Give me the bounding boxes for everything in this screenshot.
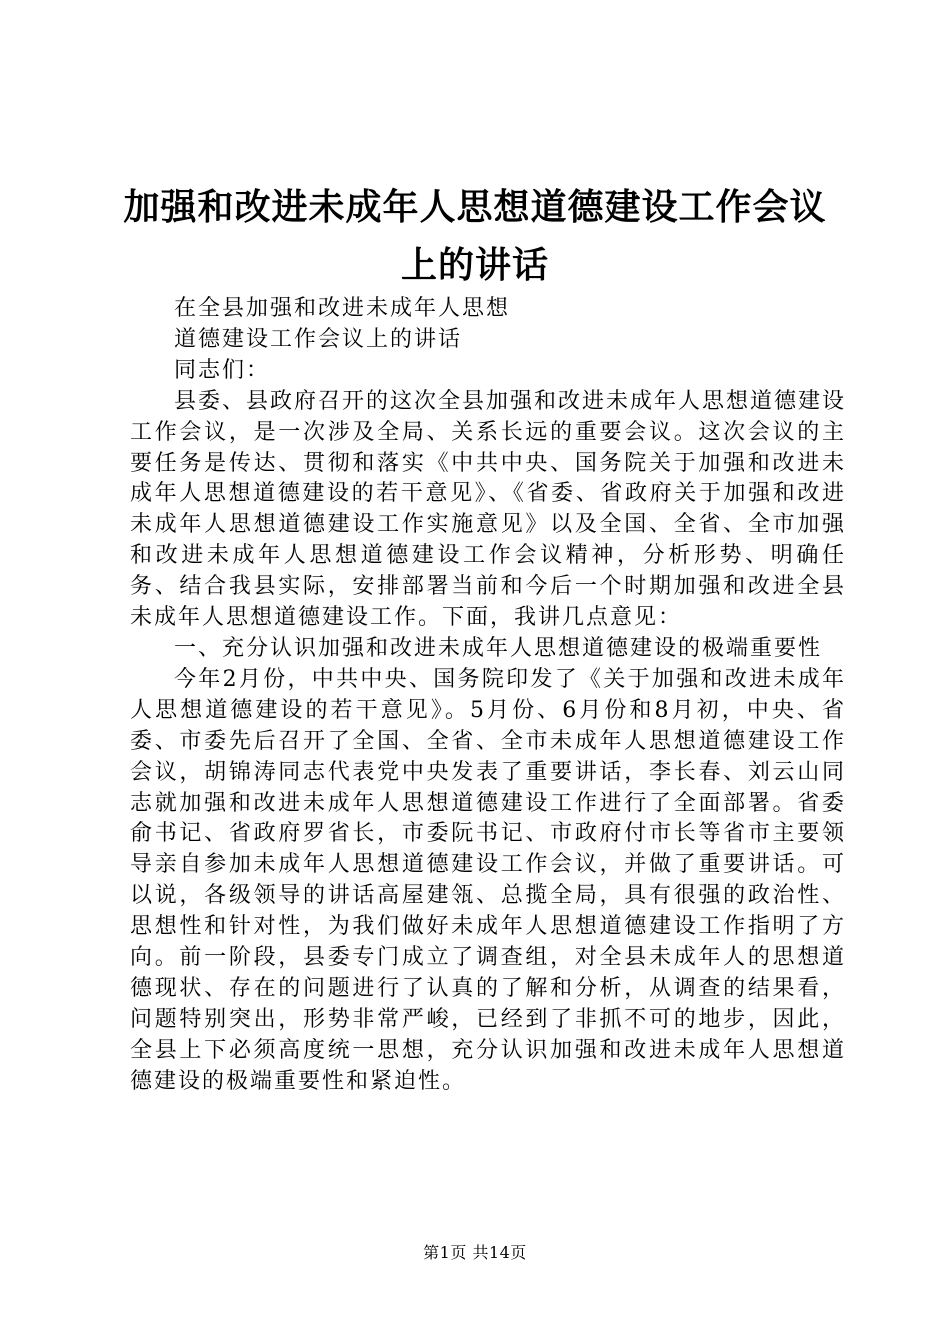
- section-1-paragraph: 今年2月份，中共中央、国务院印发了《关于加强和改进未成年人思想道德建设的若干意见》。5月份、6月份和8月初，中央、省委、市委先后召开了全国、全省、全市未成年人思想道德建设工作会议，胡锦涛同志代表党中央发表了重要讲话，李长春、刘云山同志就加强和改进未成年人思想道德建设工作进行了全面部署。省委俞书记、省政府罗省长，市委阮书记、市政府付市长等省市主要领导亲自参加未成年人思想道德建设工作会议，并做了重要讲话。可以说，各级领导的讲话高屋建瓴、总揽全局，具有很强的政治性、思想性和针对性，为我们做好未成年人思想道德建设工作指明了方向。前一阶段，县委专门成立了调查组，对全县未成年人的思想道德现状、存在的问题进行了认真的了解和分析，从调查的结果看，问题特别突出，形势非常严峻，已经到了非抓不可的地步，因此，全县上下必须高度统一思想，充分认识加强和改进未成年人思想道德建设的极端重要性和紧迫性。: [130, 666, 846, 1094]
- document-title: 加强和改进未成年人思想道德建设工作会议上的讲话: [123, 186, 827, 286]
- document-body: [130, 294, 846, 1098]
- intro-paragraph: 县委、县政府召开的这次全县加强和改进未成年人思想道德建设工作会议，是一次涉及全局、关系长远的重要会议。这次会议的主要任务是传达、贯彻和落实《中共中央、国务院关于加强和改进未成年人思想道德建设的若干意见》、《省委、省政府关于加强和改进未成年人思想道德建设工作实施意见》以及全国、全省、全市加强和改进未成年人思想道德建设工作会议精神，分析形势、明确任务、结合我县实际，安排部署当前和今后一个时期加强和改进全县未成年人思想道德建设工作。下面，我讲几点意见：: [130, 388, 847, 631]
- section-heading-1: 一、充分认识加强和改进未成年人思想道德建设的极端重要性: [174, 635, 823, 661]
- speech-heading-line-1: 在全县加强和改进未成年人思想: [174, 296, 511, 321]
- salutation: 同志们：: [174, 357, 271, 383]
- page-number: 第1页 共14页: [423, 1243, 527, 1262]
- speech-heading-line-2: 道德建设工作会议上的讲话: [174, 326, 463, 352]
